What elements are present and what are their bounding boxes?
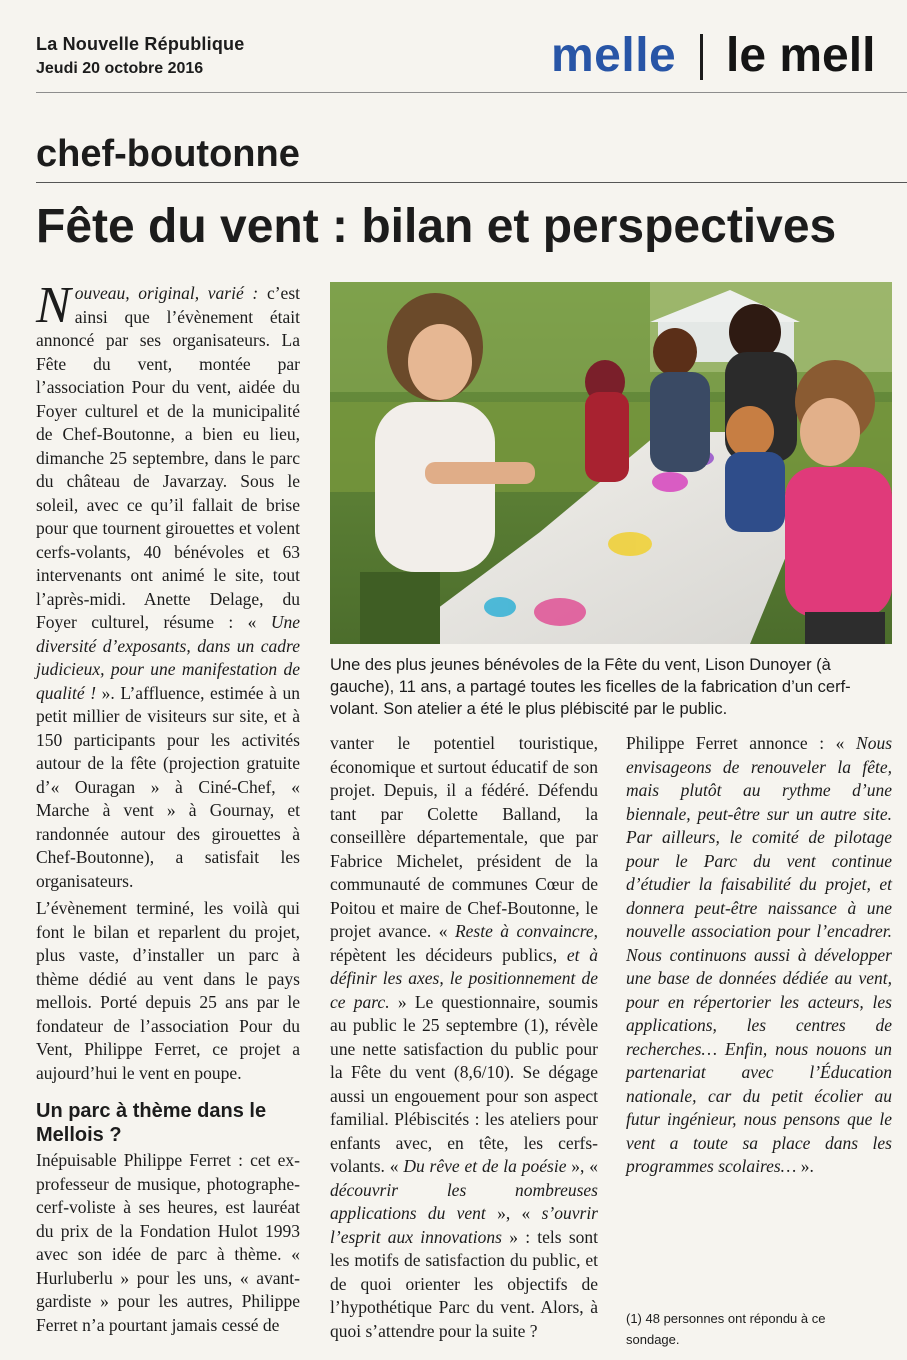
paragraph-3-text-c-cont: » Le questionnaire, soumis au public le 25 septembre (1), révèle une nette satisfaction du public pour la Fête du vent (8,6/10). Se dégage aussi un engouement pour son aspect familial. Plébiscités : les ateliers pour enfants avec, en tête, les cerfs-volants. « — [330, 991, 599, 1176]
article-paragraph-3 — [36, 1149, 300, 1337]
article-headline: Fête du vent : bilan et perspectives — [36, 200, 837, 253]
paragraph-3-text-a-cont: vanter le potentiel touristique, économique et surtout éducatif de son projet. Depuis, il a fédéré. Défendu tant par Colette Balland, la conseillère départementale, que par Fabrice Michelet, président de la communauté de communes Cœur de Poitou et maire de Chef-Boutonne, le projet avance. « — [330, 733, 598, 941]
paragraph-3-quote-6-cont-cont: Nous envisageons de renouveler la fête, mais plutôt au rythme d’une biennale, peut-être sur un autre site. Par ailleurs, le comité de pilotage pour le Parc du vent continue d’étudier la faisabilité du projet, et donnera peut-être naissance à une nouvelle association pour l’encadrer. Nous continuons aussi à développer une base de données dédiée au vent, pour en répertorier les acteurs, les applications, les centres de recherches… Enfin, nous nouons un partenariat avec l’Éducation nationale, car du petit écolier au futur ingénieur, nous pensons que le vent a toute sa place dans les programmes scolaires… — [626, 733, 892, 1176]
drop-cap: N — [36, 277, 71, 334]
article-paragraph-2: L’évènement terminé, les voilà qui font le bilan et reparlent du projet, plus vaste, d’installer un parc à thème dédié au vent dans le pays mellois. Porté depuis 25 ans par le fondateur de l’association Pour du Vent, Philippe Ferret, ce projet a aujourd’hui le vent en poupe. — [36, 898, 300, 1083]
article-column-2 — [330, 732, 598, 1343]
article-footnote: (1) 48 personnes ont répondu à ce sondage. — [626, 1311, 826, 1347]
rubric-rule — [36, 182, 907, 183]
paragraph-3-quote-1-cont: Reste à convaincre — [454, 921, 594, 941]
paragraph-3-quote-2-cont: et à définir les axes, le positionnement de ce parc. — [330, 944, 598, 1012]
paragraph-3-quote-4-cont: découvrir les nombreuses applications du vent — [330, 1179, 598, 1223]
paragraph-3-text-b-cont: , répètent les décideurs publics, — [330, 921, 598, 965]
paragraph-3-text-e-cont: », « — [485, 1203, 542, 1223]
article-column-1 — [36, 277, 300, 1337]
article-subheading: Un parc à thème dans le Mellois ? — [36, 1100, 267, 1146]
paragraph-1-text-b: ». L’affluence, estimée à un petit millier de visiteurs sur site, et à 150 participants pour les activités autour de la fête (projection gratuite d’« Ouragan » à Ciné-Chef, « Marche à vent » à Gournay, et randonnée autour des girouettes à Chef-Boutonne), a satisfait les organisateurs. — [36, 682, 300, 891]
header-rule — [36, 92, 907, 93]
article-column-3 — [626, 732, 892, 1179]
section-region: le mell — [726, 29, 876, 82]
lead-italic: ouveau, original, varié : — [74, 283, 259, 303]
paragraph-3-text-f-cont: » : tels sont les motifs de satisfaction du public, et de quoi orienter les objectifs de l’hypothétique Parc du vent. Alors, à quoi s’attendre pour la suite ? — [330, 1226, 599, 1341]
issue-date: Jeudi 20 octobre 2016 — [36, 60, 204, 77]
paragraph-3-quote-3-cont: Du rêve et de la poésie — [403, 1156, 567, 1176]
paragraph-1-text-a: c’est ainsi que l’évènement était annoncé par ses organisateurs. La Fête du vent, montée par l’association Pour du vent, aidée du Foyer culturel et de la municipalité de Chef-Boutonne, a bien eu lieu, dimanche 25 septembre, dans le parc du château de Javarzay. Sous le soleil, avec ce qu’il fallait de brise pour que tournent girouettes et volent cerfs-volants, 40 bénévoles et 63 intervenants ont animé le site, tout l’après-midi. Anette Delage, du Foyer culturel, résume : « — [36, 283, 300, 632]
paragraph-3-text-f-cont-cont: Philippe Ferret annonce : « — [626, 733, 857, 753]
article-paragraph-1 — [36, 277, 300, 893]
rubric-title: chef-boutonne — [36, 133, 300, 175]
article-photo — [330, 282, 892, 644]
paragraph-3-quote-5-cont: s’ouvrir l’esprit aux innovations — [330, 1203, 598, 1247]
paragraph-3-text-d-cont: », « — [566, 1156, 599, 1176]
article-paragraph-cont — [626, 732, 892, 1179]
newspaper-name: La Nouvelle République — [36, 34, 245, 54]
paragraph-3-text-g-cont-cont: ». — [796, 1156, 814, 1176]
section-city: melle — [551, 29, 677, 82]
paragraph-3-text-a: Inépuisable Philippe Ferret : cet ex-professeur de musique, photographe-cerf-voliste à ses heures, est lauréat du prix de la Fondation Hulot 1993 avec son idée de parc à thème. « Hurluberlu » pour les uns, « avant-gardiste » pour les autres, Philippe Ferret n’a pourtant jamais cessé de — [36, 1150, 300, 1335]
header-separator — [700, 34, 703, 80]
photo-caption: Une des plus jeunes bénévoles de la Fête du vent, Lison Dunoyer (à gauche), 11 ans, a partagé toutes les ficelles de la fabrication d’un cerf-volant. Son atelier a été le plus plébiscité par le public. — [330, 656, 851, 718]
paragraph-1-quote: Une diversité d’exposants, dans un cadre judicieux, pour une manifestation de qualité ! — [36, 612, 300, 703]
article-paragraph-cont — [330, 732, 598, 1343]
